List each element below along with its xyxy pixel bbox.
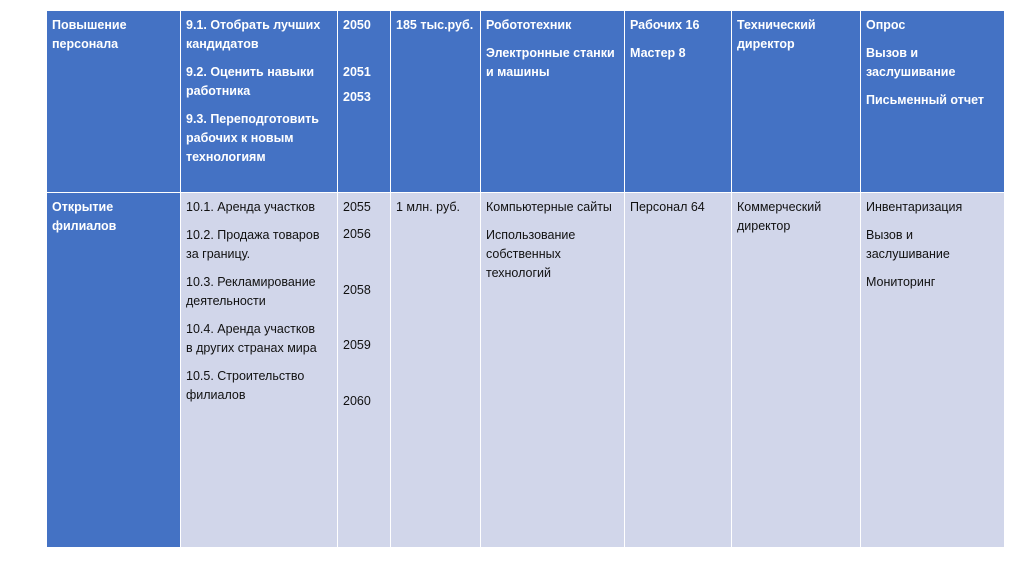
category-line: филиалов [52, 219, 117, 233]
responsible-line: директор [737, 219, 791, 233]
table-row [47, 11, 1005, 193]
tasks-cell [181, 11, 338, 193]
staff-cell [625, 193, 732, 548]
cost-cell: 185 тыс.руб. [391, 11, 481, 193]
category-line: Открытие [52, 200, 114, 214]
resource-item: Использование собственных технологий [486, 228, 576, 280]
responsible-line: директор [737, 37, 795, 51]
category-line: Повышение [52, 18, 127, 32]
staff-item: Персонал 64 [630, 200, 705, 214]
responsible-line: Технический [737, 18, 816, 32]
staff-item: Рабочих 16 [630, 18, 700, 32]
task-item: 10.5. Строительство филиалов [186, 369, 305, 402]
control-item: Вызов и заслушивание [866, 46, 956, 79]
task-item: 10.3. Рекламирование деятельности [186, 275, 316, 308]
category-cell [47, 193, 181, 548]
year-value: 2051 [343, 65, 371, 79]
control-item: Опрос [866, 18, 906, 32]
staff-cell [625, 11, 732, 193]
control-item: Мониторинг [866, 275, 936, 289]
responsible-line: Коммерческий [737, 200, 822, 214]
year-value: 2060 [343, 394, 371, 408]
year-value: 2055 [343, 200, 371, 214]
control-item: Вызов и заслушивание [866, 228, 950, 261]
resources-cell [481, 11, 625, 193]
category-cell [47, 11, 181, 193]
year-value: 2053 [343, 90, 371, 104]
category-line: персонала [52, 37, 119, 51]
task-item: 10.1. Аренда участков [186, 200, 316, 214]
cost-cell: 1 млн. руб. [391, 193, 481, 548]
task-item: 10.4. Аренда участков в других странах мира [186, 322, 317, 355]
task-item: 9.1. Отобрать лучших кандидатов [186, 18, 321, 51]
control-cell [861, 11, 1005, 193]
resource-item: Компьютерные сайты [486, 200, 612, 214]
table-row [47, 193, 1005, 548]
year-value: 2050 [343, 18, 371, 32]
control-item: Письменный отчет [866, 93, 985, 107]
year-value: 2059 [343, 338, 371, 352]
resources-cell [481, 193, 625, 548]
plan-table [46, 10, 1005, 548]
years-cell [338, 193, 391, 548]
control-item: Инвентаризация [866, 200, 963, 214]
responsible-cell [732, 193, 861, 548]
years-cell [338, 11, 391, 193]
task-item: 9.2. Оценить навыки работника [186, 65, 314, 98]
year-value: 2056 [343, 227, 371, 241]
task-item: 10.2. Продажа товаров за границу. [186, 228, 320, 261]
staff-item: Мастер 8 [630, 46, 686, 60]
task-item: 9.3. Переподготовить рабочих к новым технологиям [186, 112, 319, 164]
tasks-cell [181, 193, 338, 548]
resource-item: Робототехник [486, 18, 572, 32]
responsible-cell [732, 11, 861, 193]
control-cell [861, 193, 1005, 548]
year-value: 2058 [343, 283, 371, 297]
resource-item: Электронные станки и машины [486, 46, 615, 79]
